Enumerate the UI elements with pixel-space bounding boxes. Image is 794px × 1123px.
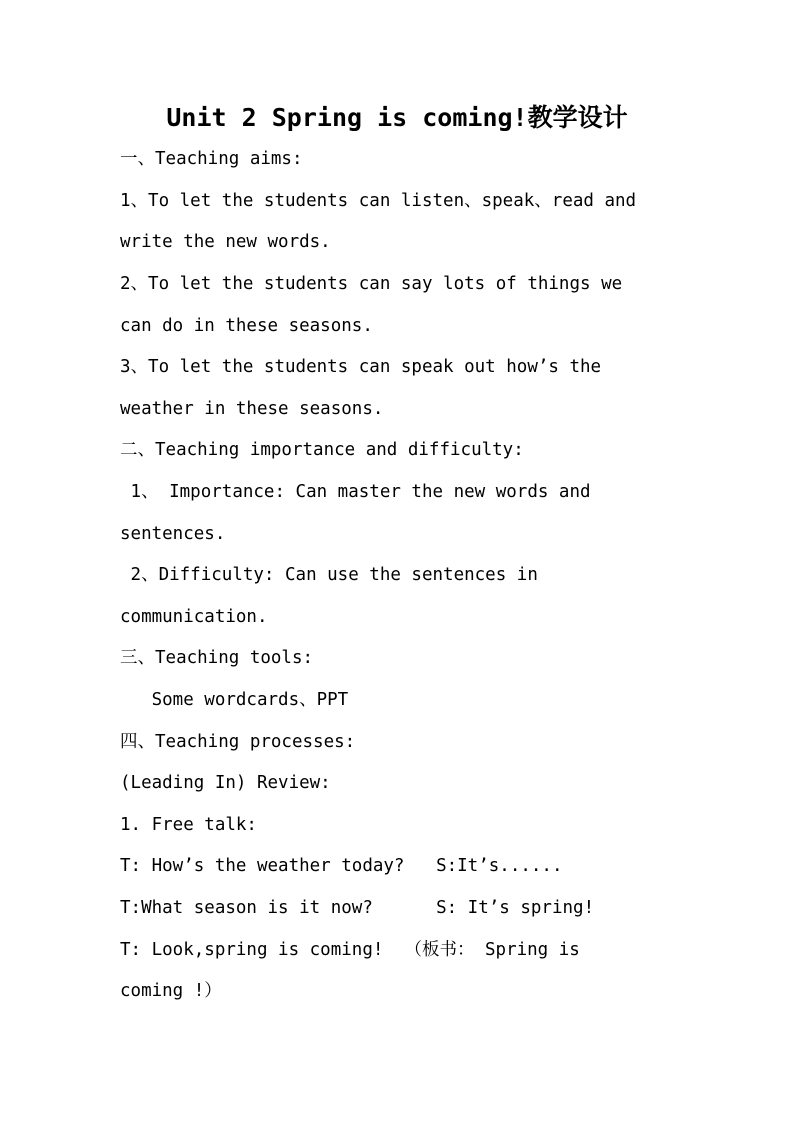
- aim-2-line-1: 2、To let the students can say lots of things we: [120, 274, 623, 294]
- aim-1-line-1: 1、To let the students can listen、speak、read and: [120, 191, 637, 211]
- dialogue-line-3: T: Look,spring is coming! （板书： Spring is: [120, 940, 580, 960]
- aim-1-line-2: write the new words.: [120, 232, 331, 252]
- importance-line-1: 1、 Importance: Can master the new words and: [120, 482, 591, 502]
- free-talk-line: 1. Free talk:: [120, 815, 257, 835]
- section-heading-teaching-tools: 三、Teaching tools:: [120, 648, 314, 668]
- difficulty-line-1: 2、Difficulty: Can use the sentences in: [120, 565, 538, 585]
- tools-line: Some wordcards、PPT: [120, 690, 349, 710]
- leading-in-line: (Leading In) Review:: [120, 773, 331, 793]
- dialogue-line-4: coming !）: [120, 981, 222, 1001]
- aim-3-line-1: 3、To let the students can speak out how’s the: [120, 357, 602, 377]
- aim-3-line-2: weather in these seasons.: [120, 399, 384, 419]
- section-heading-importance-difficulty: 二、Teaching importance and difficulty:: [120, 440, 524, 460]
- importance-line-2: sentences.: [120, 524, 226, 544]
- section-heading-teaching-aims: 一、Teaching aims:: [120, 149, 303, 169]
- difficulty-line-2: communication.: [120, 607, 268, 627]
- section-heading-teaching-processes: 四、Teaching processes:: [120, 732, 356, 752]
- aim-2-line-2: can do in these seasons.: [120, 316, 373, 336]
- document-title: Unit 2 Spring is coming!教学设计: [166, 103, 628, 132]
- dialogue-line-2: T:What season is it now? S: It’s spring!: [120, 898, 595, 918]
- dialogue-line-1: T: How’s the weather today? S:It’s......: [120, 856, 563, 876]
